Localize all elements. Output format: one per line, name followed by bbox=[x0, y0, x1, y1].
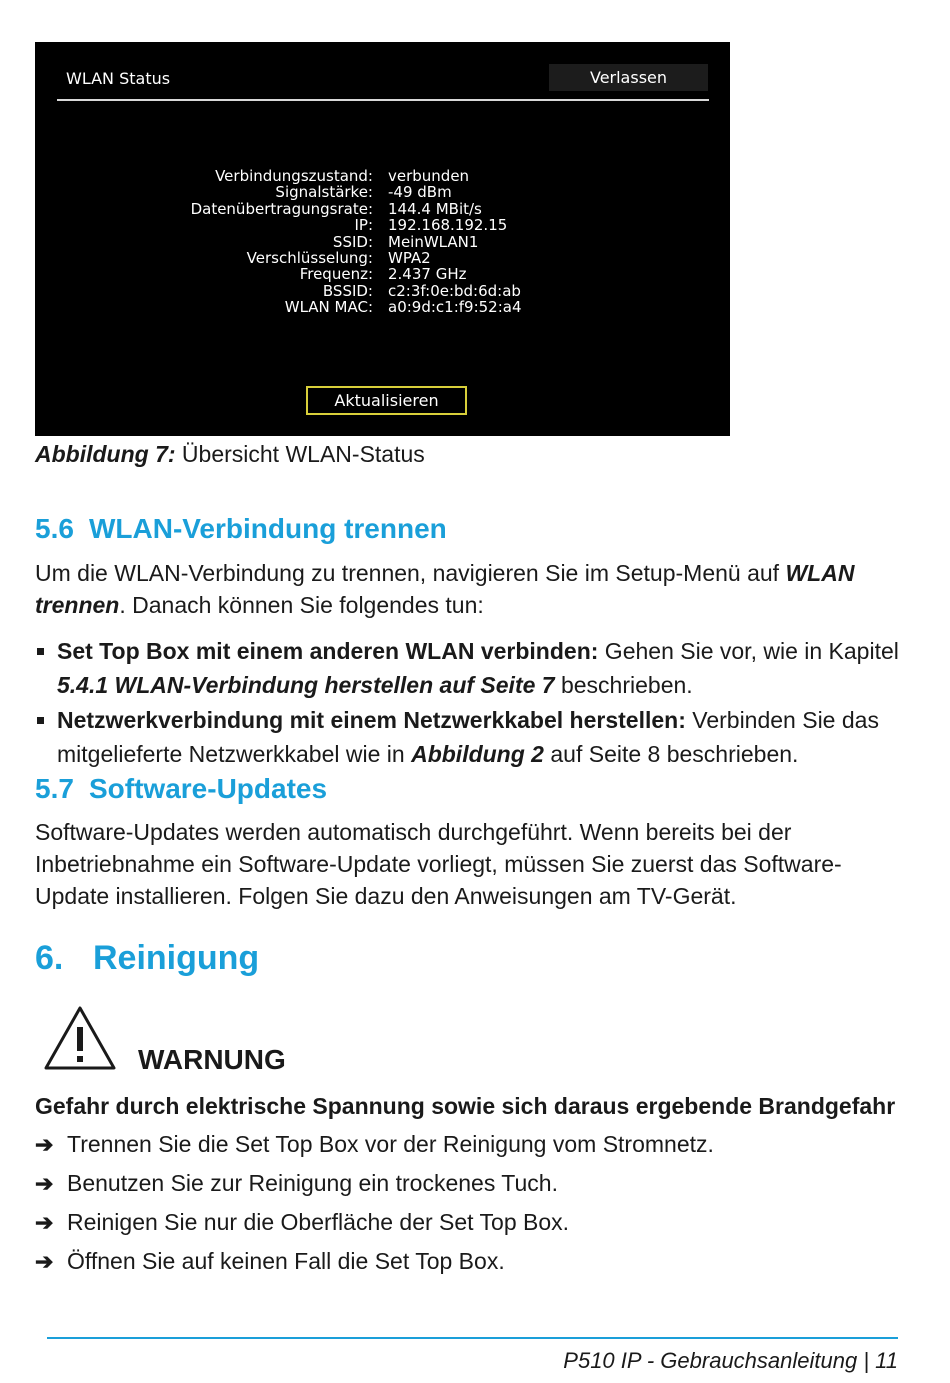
status-key: Verschlüsselung: bbox=[246, 249, 373, 268]
status-key: Datenübertragungsrate: bbox=[190, 199, 373, 218]
status-row bbox=[155, 234, 522, 250]
status-key: Verbindungszustand: bbox=[215, 167, 373, 185]
status-key: Frequenz: bbox=[299, 265, 373, 284]
status-value: MeinWLAN1 bbox=[388, 232, 479, 251]
status-list bbox=[155, 168, 522, 316]
warning-title: WARNUNG bbox=[138, 1044, 286, 1075]
arrow-right-icon: ➔ bbox=[35, 1131, 54, 1157]
status-value: verbunden bbox=[388, 167, 470, 185]
status-key: Signalstärke: bbox=[275, 183, 373, 202]
bullet-bold: Netzwerkverbindung mit einem Netzwerkkabel herstellen: bbox=[57, 707, 686, 733]
section-5-7-text: Software-Updates werden automatisch durchgeführt. Wenn bereits bei der Inbetriebnahme ein Software-Update vorliegt, müssen Sie zuerst das Software-Update installieren. Folgen Sie dazu den Anweisungen am TV-Gerät. bbox=[35, 819, 842, 909]
chapter-ref: 5.4.1 WLAN-Verbindung herstellen auf Seite 7 bbox=[57, 672, 555, 698]
chapter-heading-6 bbox=[35, 939, 259, 978]
status-row bbox=[155, 266, 522, 282]
wlan-status-screenshot bbox=[35, 42, 730, 436]
bullet-text-end: auf Seite 8 beschrieben. bbox=[543, 741, 799, 767]
status-row bbox=[155, 283, 522, 299]
section-title: WLAN-Verbindung trennen bbox=[89, 513, 447, 544]
step-text: Benutzen Sie zur Reinigung ein trockenes Tuch. bbox=[67, 1170, 558, 1196]
bullet-text-end: beschrieben. bbox=[554, 672, 693, 698]
arrow-right-icon: ➔ bbox=[35, 1170, 54, 1196]
warning-triangle-icon bbox=[43, 1005, 117, 1071]
status-value: 144.4 MBit/s bbox=[388, 199, 482, 218]
status-value: -49 dBm bbox=[388, 183, 452, 202]
status-value: c2:3f:0e:bd:6d:ab bbox=[388, 281, 521, 300]
status-value: WPA2 bbox=[388, 249, 431, 268]
section-heading-5-7 bbox=[35, 773, 327, 805]
bullet-item bbox=[35, 703, 915, 771]
status-row bbox=[155, 250, 522, 266]
caption-text: Übersicht WLAN-Status bbox=[175, 441, 425, 467]
section-heading-5-6 bbox=[35, 513, 447, 545]
refresh-button[interactable]: Aktualisieren bbox=[306, 386, 467, 415]
status-row bbox=[155, 217, 522, 233]
status-key: WLAN MAC: bbox=[284, 298, 373, 317]
section-number: 5.6 bbox=[35, 513, 74, 544]
bullet-text: Gehen Sie vor, wie in Kapitel bbox=[598, 638, 899, 664]
status-row bbox=[155, 184, 522, 200]
bullet-text: Verbinden Sie das mitgelieferte Netzwerkkabel wie in bbox=[57, 707, 879, 767]
status-key: BSSID: bbox=[322, 281, 373, 300]
status-value: 192.168.192.15 bbox=[388, 216, 508, 235]
footer-divider bbox=[47, 1337, 898, 1339]
instruction-step bbox=[35, 1248, 505, 1275]
status-value: a0:9d:c1:f9:52:a4 bbox=[388, 298, 522, 317]
intro-text: Um die WLAN-Verbindung zu trennen, navigieren Sie im Setup-Menü auf bbox=[35, 560, 786, 586]
bullet-bold: Set Top Box mit einem anderen WLAN verbinden: bbox=[57, 638, 599, 664]
instruction-step bbox=[35, 1131, 714, 1158]
menu-item-ref: WLAN trennen bbox=[35, 560, 855, 618]
bullet-square-icon bbox=[37, 648, 44, 655]
step-text: Öffnen Sie auf keinen Fall die Set Top Box. bbox=[67, 1248, 505, 1274]
status-key: IP: bbox=[354, 216, 373, 235]
status-value: 2.437 GHz bbox=[388, 265, 467, 284]
section-number: 5.7 bbox=[35, 773, 74, 804]
warning-subtitle: Gefahr durch elektrische Spannung sowie sich daraus ergebende Brandgefahr bbox=[35, 1093, 896, 1119]
status-row bbox=[155, 299, 522, 315]
instruction-step bbox=[35, 1209, 569, 1236]
bullet-item bbox=[35, 634, 915, 702]
title-divider bbox=[57, 99, 709, 101]
section-title: Software-Updates bbox=[89, 773, 328, 804]
status-row bbox=[155, 201, 522, 217]
chapter-number: 6. bbox=[35, 939, 64, 977]
step-text: Trennen Sie die Set Top Box vor der Reinigung vom Stromnetz. bbox=[67, 1131, 714, 1157]
page-footer: P510 IP - Gebrauchsanleitung | 11 bbox=[563, 1348, 898, 1373]
bullet-square-icon bbox=[37, 717, 44, 724]
arrow-right-icon: ➔ bbox=[35, 1209, 54, 1235]
intro-text-end: . Danach können Sie folgendes tun: bbox=[119, 592, 484, 618]
arrow-right-icon: ➔ bbox=[35, 1248, 54, 1274]
caption-label: Abbildung 7: bbox=[35, 441, 176, 467]
chapter-title: Reinigung bbox=[93, 939, 260, 977]
step-text: Reinigen Sie nur die Oberfläche der Set Top Box. bbox=[67, 1209, 570, 1235]
wlan-status-title: WLAN Status bbox=[66, 69, 171, 88]
figure-ref: Abbildung 2 bbox=[411, 741, 544, 767]
exit-button[interactable]: Verlassen bbox=[549, 64, 708, 91]
section-5-6-intro bbox=[35, 557, 915, 621]
figure-caption bbox=[35, 441, 425, 468]
status-key: SSID: bbox=[332, 232, 373, 251]
instruction-step bbox=[35, 1170, 558, 1197]
status-row bbox=[155, 168, 522, 184]
